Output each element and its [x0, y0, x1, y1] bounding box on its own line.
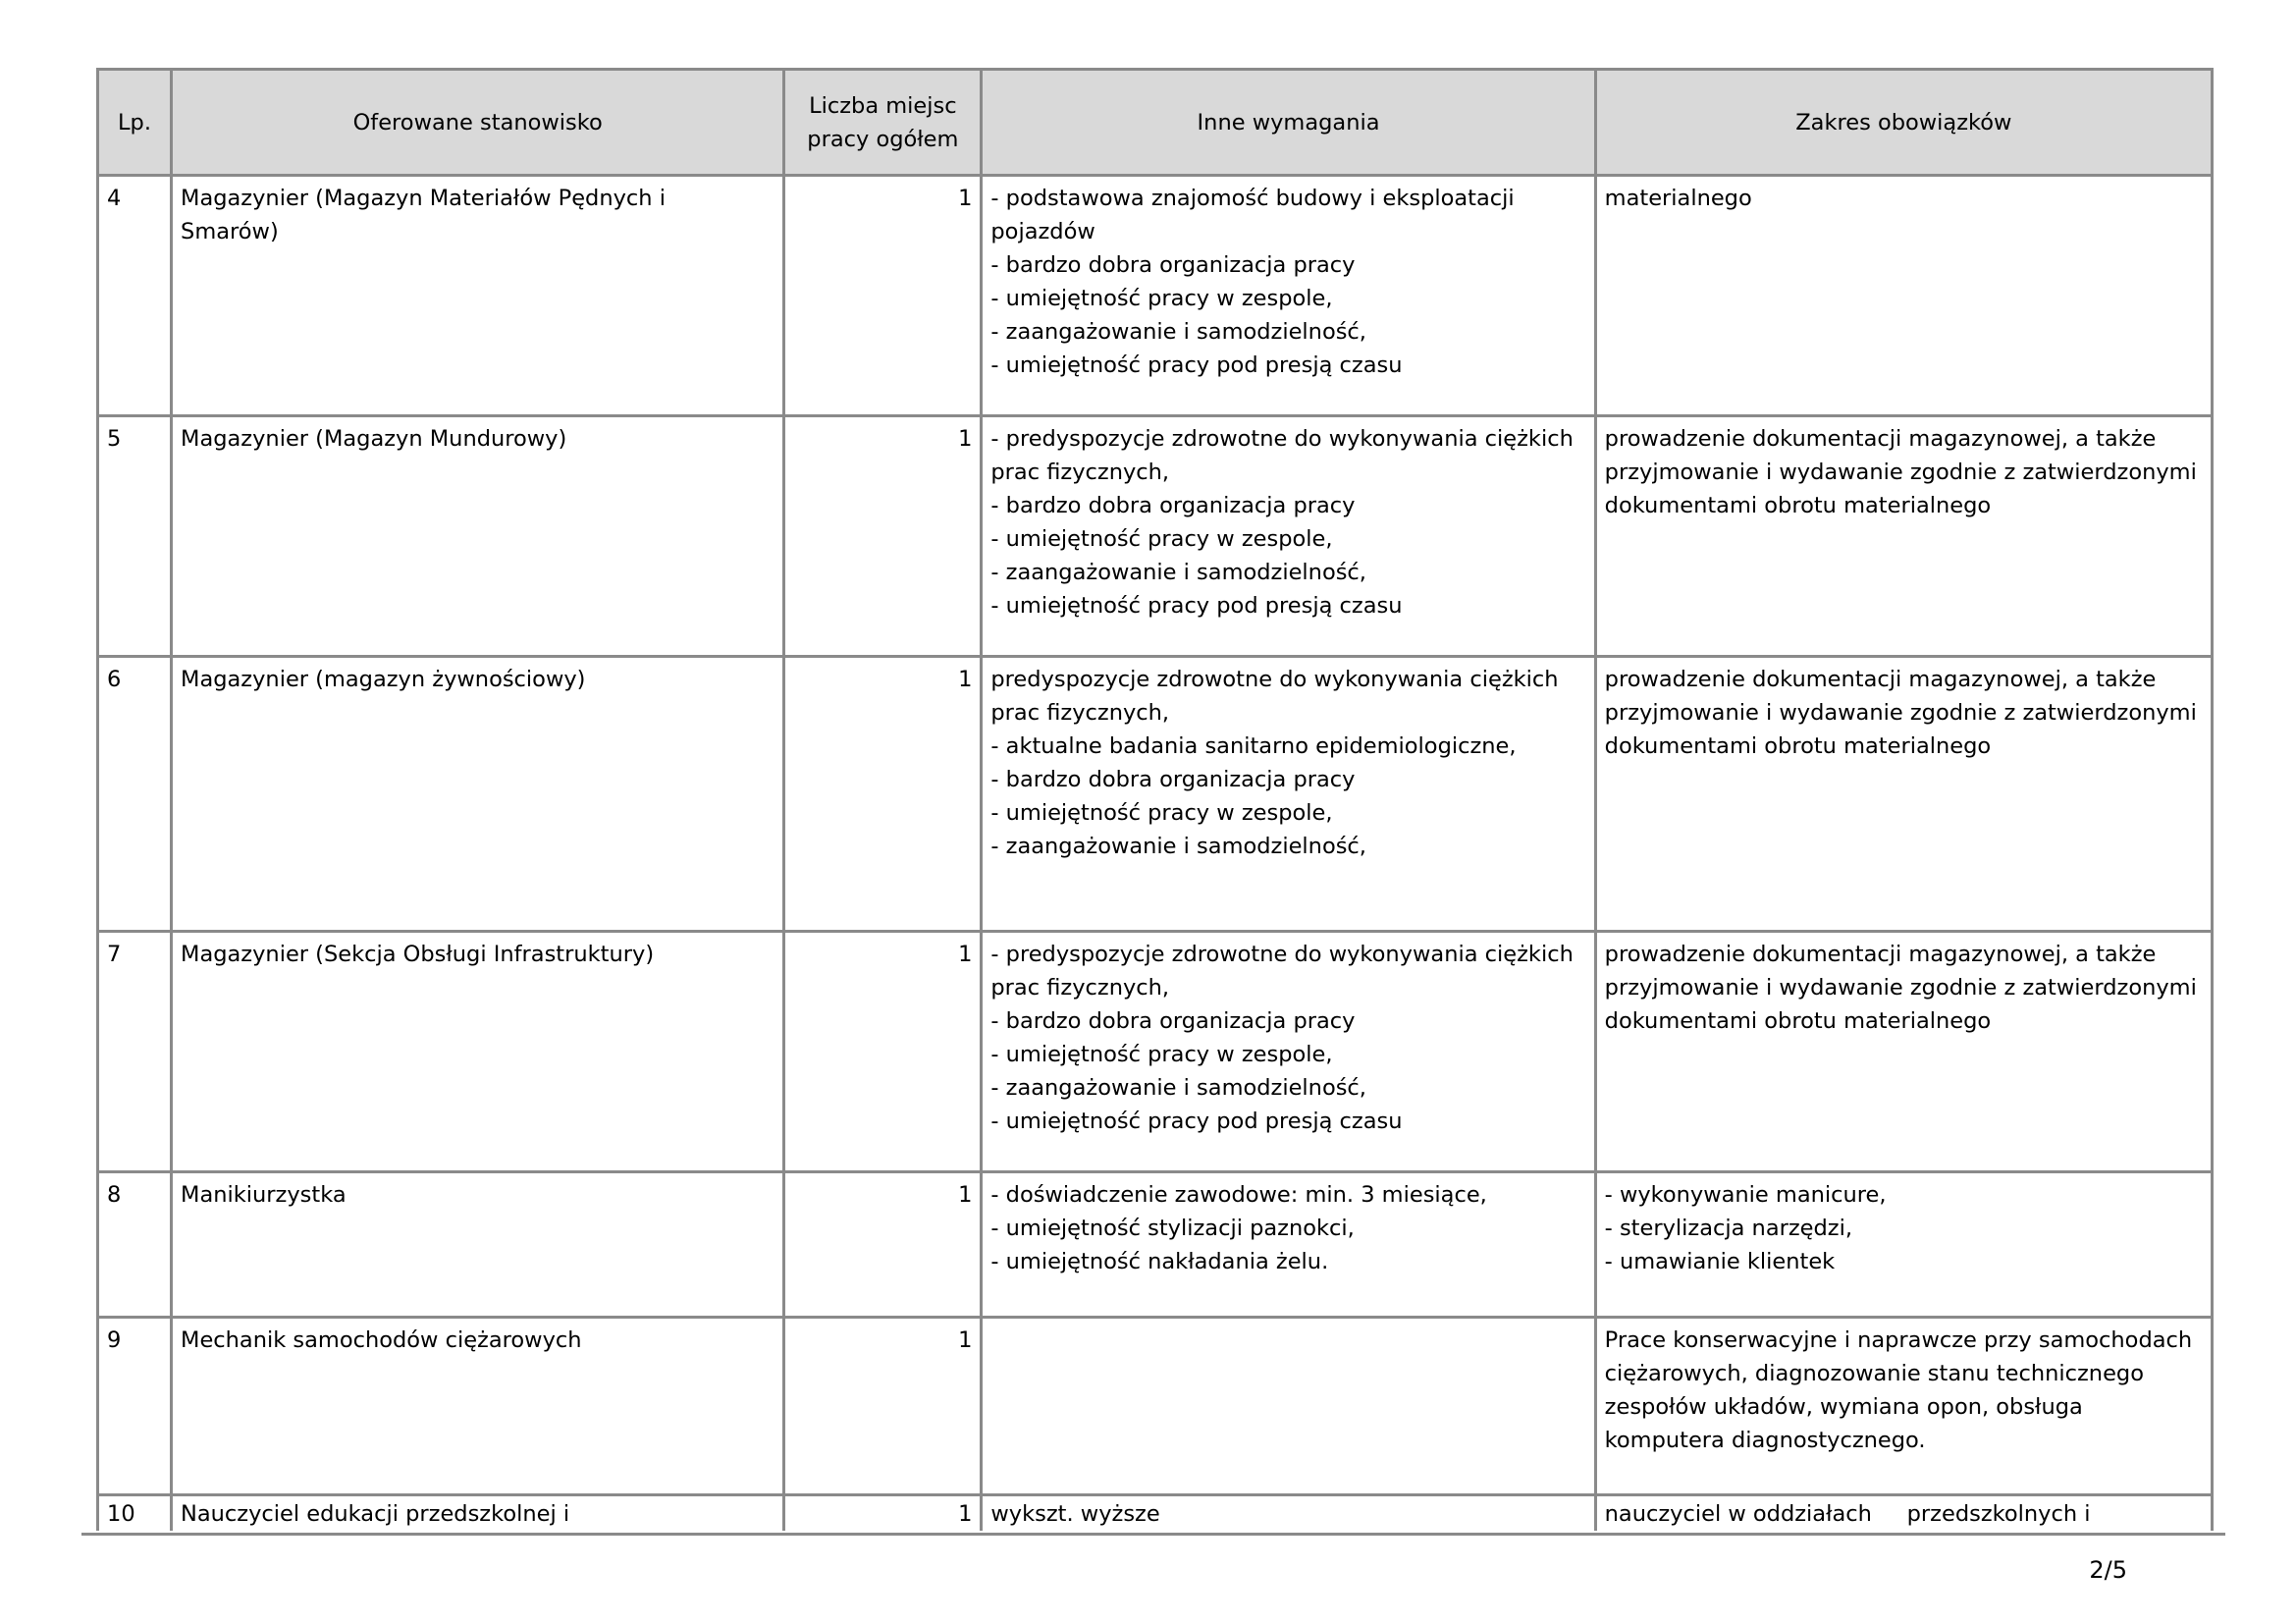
requirement-line: - bardzo dobra organizacja pracy [990, 767, 1356, 792]
job-offers-table [96, 68, 2214, 1531]
position-line: Nauczyciel edukacji przedszkolnej i [181, 1501, 570, 1527]
requirement-line: - umiejętność pracy pod presją czasu [990, 593, 1403, 619]
duty-line: prowadzenie dokumentacji magazynowej, a także [1604, 942, 2157, 967]
cell-lp: 7 [98, 932, 172, 1172]
requirement-line: - umiejętność pracy pod presją czasu [990, 352, 1403, 378]
requirement-line: - umiejętność pracy w zespole, [990, 526, 1333, 552]
cell-requirements [982, 176, 1595, 416]
duty-line: dokumentami obrotu materialnego [1604, 733, 1992, 759]
duty-line: nauczyciel w oddziałach przedszkolnych i [1604, 1501, 2091, 1527]
table-row [98, 416, 2213, 657]
requirement-line: - bardzo dobra organizacja pracy [990, 1008, 1356, 1034]
header-requirements: Inne wymagania [982, 70, 1595, 176]
requirement-line: - predyspozycje zdrowotne do wykonywania ciężkich [990, 426, 1574, 452]
duty-line: komputera diagnostycznego. [1604, 1428, 1926, 1453]
footer-divider [81, 1533, 2225, 1536]
duty-line: przyjmowanie i wydawanie zgodnie z zatwierdzonymi [1604, 700, 2197, 726]
requirement-line: predyspozycje zdrowotne do wykonywania ciężkich [990, 667, 1559, 692]
cell-lp: 4 [98, 176, 172, 416]
duty-line: - wykonywanie manicure, [1604, 1182, 1887, 1208]
header-position: Oferowane stanowisko [172, 70, 784, 176]
cell-position [172, 1318, 784, 1495]
position-line: Manikiurzystka [181, 1182, 347, 1208]
cell-position [172, 176, 784, 416]
cell-duties [1595, 657, 2212, 932]
table-row [98, 1495, 2213, 1532]
duty-line: prowadzenie dokumentacji magazynowej, a także [1604, 667, 2157, 692]
position-line: Magazynier (magazyn żywnościowy) [181, 667, 586, 692]
cell-position [172, 416, 784, 657]
table-header-row [98, 70, 2213, 176]
duty-line: zespołów układów, wymiana opon, obsługa [1604, 1394, 2083, 1420]
header-count [784, 70, 982, 176]
position-line: Mechanik samochodów ciężarowych [181, 1327, 582, 1353]
requirement-line: prac fizycznych, [990, 975, 1170, 1001]
requirement-line: - umiejętność pracy w zespole, [990, 286, 1333, 311]
requirement-line: - doświadczenie zawodowe: min. 3 miesiące, [990, 1182, 1487, 1208]
table-row [98, 657, 2213, 932]
duty-line: - sterylizacja narzędzi, [1604, 1216, 1853, 1241]
requirement-line: - zaangażowanie i samodzielność, [990, 834, 1366, 859]
cell-duties [1595, 416, 2212, 657]
cell-position [172, 1172, 784, 1318]
requirement-line: wykszt. wyższe [990, 1501, 1160, 1527]
cell-position [172, 1495, 784, 1532]
requirement-line: - umiejętność stylizacji paznokci, [990, 1216, 1355, 1241]
cell-lp: 10 [98, 1495, 172, 1532]
cell-lp: 6 [98, 657, 172, 932]
table-row [98, 1172, 2213, 1318]
requirement-line: - umiejętność pracy w zespole, [990, 800, 1333, 826]
requirement-line: - umiejętność nakładania żelu. [990, 1249, 1329, 1274]
cell-count: 1 [784, 1318, 982, 1495]
cell-position [172, 932, 784, 1172]
duty-line: przyjmowanie i wydawanie zgodnie z zatwierdzonymi [1604, 975, 2197, 1001]
requirement-line: - podstawowa znajomość budowy i eksploatacji [990, 186, 1515, 211]
requirement-line: - umiejętność pracy pod presją czasu [990, 1109, 1403, 1134]
cell-count: 1 [784, 932, 982, 1172]
cell-count: 1 [784, 657, 982, 932]
cell-duties [1595, 1495, 2212, 1532]
requirement-line: pojazdów [990, 219, 1095, 244]
cell-count: 1 [784, 416, 982, 657]
header-count-line: Liczba miejsc [809, 92, 957, 119]
cell-count: 1 [784, 1172, 982, 1318]
duty-line: ciężarowych, diagnozowanie stanu technicznego [1604, 1361, 2144, 1386]
cell-duties [1595, 1172, 2212, 1318]
requirement-line: - predyspozycje zdrowotne do wykonywania ciężkich [990, 942, 1574, 967]
duty-line: dokumentami obrotu materialnego [1604, 493, 1992, 518]
cell-lp: 8 [98, 1172, 172, 1318]
cell-requirements [982, 932, 1595, 1172]
requirement-line: - umiejętność pracy w zespole, [990, 1042, 1333, 1067]
table-row [98, 1318, 2213, 1495]
requirement-line: prac fizycznych, [990, 700, 1170, 726]
requirement-line: - zaangażowanie i samodzielność, [990, 319, 1366, 345]
cell-requirements [982, 1318, 1595, 1495]
cell-count: 1 [784, 1495, 982, 1532]
cell-requirements [982, 1172, 1595, 1318]
header-duties: Zakres obowiązków [1595, 70, 2212, 176]
duty-line: prowadzenie dokumentacji magazynowej, a także [1604, 426, 2157, 452]
duty-line: dokumentami obrotu materialnego [1604, 1008, 1992, 1034]
position-line: Smarów) [181, 219, 279, 244]
cell-requirements [982, 416, 1595, 657]
position-line: Magazynier (Sekcja Obsługi Infrastruktury) [181, 942, 655, 967]
position-line: Magazynier (Magazyn Mundurowy) [181, 426, 567, 452]
duty-line: materialnego [1604, 186, 1752, 211]
cell-count: 1 [784, 176, 982, 416]
cell-duties [1595, 176, 2212, 416]
duty-line: Prace konserwacyjne i naprawcze przy samochodach [1604, 1327, 2193, 1353]
cell-duties [1595, 1318, 2212, 1495]
table-row [98, 932, 2213, 1172]
requirement-line: - bardzo dobra organizacja pracy [990, 252, 1356, 278]
requirement-line: prac fizycznych, [990, 460, 1170, 485]
requirement-line: - bardzo dobra organizacja pracy [990, 493, 1356, 518]
cell-position [172, 657, 784, 932]
cell-requirements [982, 657, 1595, 932]
cell-lp: 9 [98, 1318, 172, 1495]
position-line: Magazynier (Magazyn Materiałów Pędnych i [181, 186, 666, 211]
page-number: 2/5 [2089, 1556, 2127, 1584]
requirement-line: - zaangażowanie i samodzielność, [990, 1075, 1366, 1101]
cell-duties [1595, 932, 2212, 1172]
duty-line: przyjmowanie i wydawanie zgodnie z zatwierdzonymi [1604, 460, 2197, 485]
cell-lp: 5 [98, 416, 172, 657]
requirement-line: - zaangażowanie i samodzielność, [990, 560, 1366, 585]
requirement-line: - aktualne badania sanitarno epidemiologiczne, [990, 733, 1517, 759]
header-count-line: pracy ogółem [807, 126, 959, 152]
header-lp: Lp. [98, 70, 172, 176]
table-row [98, 176, 2213, 416]
duty-line: - umawianie klientek [1604, 1249, 1836, 1274]
cell-requirements [982, 1495, 1595, 1532]
